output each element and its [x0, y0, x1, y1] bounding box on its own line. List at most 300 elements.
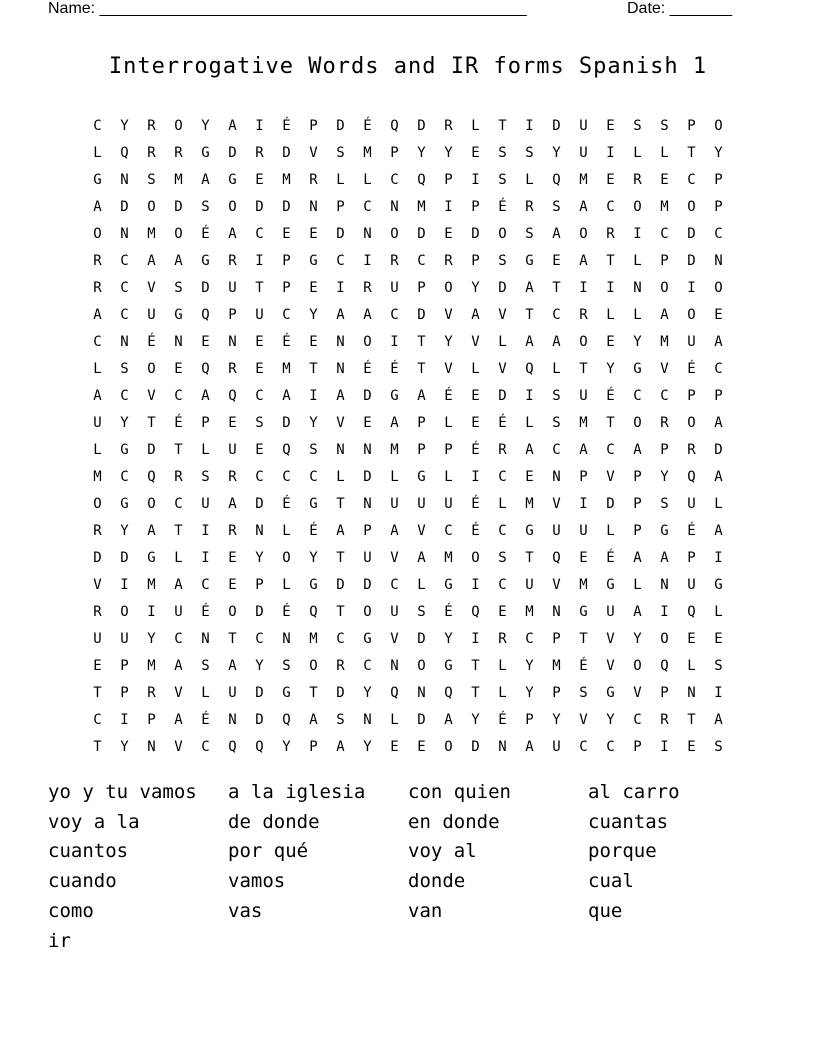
grid-letter: C: [714, 361, 723, 377]
grid-letter: G: [120, 442, 129, 458]
grid-letter: M: [309, 631, 318, 647]
grid-letter: U: [120, 631, 129, 647]
grid-letter: S: [579, 685, 588, 701]
grid-letter: É: [147, 334, 156, 350]
grid-letter: S: [552, 415, 561, 431]
grid-letter: P: [660, 253, 669, 269]
grid-letter: C: [660, 226, 669, 242]
grid-letter: E: [417, 739, 426, 755]
grid-letter: O: [687, 199, 696, 215]
grid-letter: C: [714, 226, 723, 242]
word-bank-item: cuantas: [588, 810, 669, 833]
grid-letter: C: [93, 118, 102, 134]
grid-letter: P: [201, 415, 210, 431]
grid-letter: I: [444, 199, 453, 215]
name-field-label: Name: ________________________________________________: [48, 0, 527, 17]
grid-letter: D: [687, 226, 696, 242]
grid-letter: I: [471, 469, 480, 485]
grid-letter: P: [579, 469, 588, 485]
grid-letter: L: [552, 361, 561, 377]
grid-letter: L: [714, 604, 723, 620]
grid-letter: L: [201, 685, 210, 701]
grid-row: [84, 113, 732, 140]
word-bank-item: que: [588, 899, 623, 922]
grid-row: [84, 221, 732, 248]
grid-letter: A: [363, 307, 372, 323]
grid-letter: É: [606, 388, 615, 404]
grid-letter: T: [336, 496, 345, 512]
grid-letter: M: [525, 496, 534, 512]
grid-letter: É: [390, 361, 399, 377]
grid-letter: T: [687, 145, 696, 161]
grid-letter: L: [390, 712, 399, 728]
grid-letter: L: [93, 145, 102, 161]
grid-letter: P: [633, 496, 642, 512]
grid-letter: U: [525, 577, 534, 593]
grid-letter: L: [633, 307, 642, 323]
grid-letter: Q: [228, 739, 237, 755]
grid-letter: Y: [606, 712, 615, 728]
grid-letter: Y: [309, 307, 318, 323]
grid-letter: C: [93, 334, 102, 350]
grid-letter: A: [633, 550, 642, 566]
grid-letter: É: [606, 550, 615, 566]
grid-letter: D: [363, 577, 372, 593]
grid-letter: Y: [255, 658, 264, 674]
grid-letter: S: [552, 388, 561, 404]
grid-letter: C: [498, 577, 507, 593]
grid-letter: I: [120, 712, 129, 728]
grid-letter: O: [417, 658, 426, 674]
word-bank-item: donde: [408, 870, 466, 893]
word-bank-item: cual: [588, 870, 634, 893]
grid-letter: V: [660, 361, 669, 377]
grid-letter: N: [417, 685, 426, 701]
grid-letter: O: [363, 334, 372, 350]
page-title: Interrogative Words and IR forms Spanish 1: [108, 54, 708, 79]
grid-letter: R: [174, 469, 183, 485]
grid-letter: E: [606, 334, 615, 350]
grid-letter: D: [471, 226, 480, 242]
grid-letter: U: [579, 523, 588, 539]
grid-letter: A: [201, 172, 210, 188]
grid-letter: P: [687, 550, 696, 566]
grid-letter: P: [552, 685, 561, 701]
grid-letter: É: [363, 361, 372, 377]
grid-letter: A: [174, 577, 183, 593]
grid-letter: T: [309, 685, 318, 701]
grid-letter: P: [309, 739, 318, 755]
grid-letter: G: [606, 685, 615, 701]
grid-letter: M: [552, 658, 561, 674]
grid-letter: Q: [552, 550, 561, 566]
grid-letter: É: [201, 226, 210, 242]
grid-letter: A: [336, 307, 345, 323]
grid-letter: R: [444, 118, 453, 134]
grid-letter: O: [363, 604, 372, 620]
grid-letter: A: [282, 388, 291, 404]
grid-letter: D: [282, 145, 291, 161]
grid-letter: O: [633, 658, 642, 674]
grid-letter: C: [174, 388, 183, 404]
grid-letter: U: [147, 307, 156, 323]
grid-letter: G: [633, 361, 642, 377]
grid-letter: V: [552, 496, 561, 512]
grid-letter: D: [606, 496, 615, 512]
grid-letter: N: [336, 334, 345, 350]
grid-letter: U: [174, 604, 183, 620]
grid-letter: D: [120, 199, 129, 215]
word-bank-item: cuantos: [48, 840, 129, 863]
grid-letter: C: [525, 631, 534, 647]
grid-letter: A: [660, 307, 669, 323]
grid-letter: D: [255, 199, 264, 215]
grid-letter: S: [660, 118, 669, 134]
grid-letter: M: [444, 550, 453, 566]
grid-letter: L: [390, 469, 399, 485]
grid-letter: T: [498, 118, 507, 134]
grid-letter: L: [417, 577, 426, 593]
grid-letter: C: [390, 172, 399, 188]
grid-letter: G: [147, 550, 156, 566]
grid-letter: C: [201, 739, 210, 755]
grid-letter: V: [498, 361, 507, 377]
grid-letter: I: [147, 604, 156, 620]
grid-letter: D: [93, 550, 102, 566]
grid-letter: Y: [633, 631, 642, 647]
grid-letter: A: [228, 658, 237, 674]
grid-letter: L: [633, 253, 642, 269]
grid-letter: N: [363, 442, 372, 458]
grid-letter: R: [633, 172, 642, 188]
grid-letter: É: [282, 496, 291, 512]
grid-letter: N: [309, 199, 318, 215]
grid-letter: Y: [471, 280, 480, 296]
grid-letter: G: [606, 577, 615, 593]
grid-letter: V: [309, 145, 318, 161]
grid-letter: S: [174, 280, 183, 296]
grid-letter: Y: [120, 739, 129, 755]
word-bank-item: con quien: [408, 781, 511, 803]
grid-letter: D: [363, 469, 372, 485]
grid-letter: Y: [417, 145, 426, 161]
grid-letter: M: [525, 604, 534, 620]
grid-letter: D: [714, 442, 723, 458]
grid-letter: R: [525, 199, 534, 215]
grid-letter: O: [282, 550, 291, 566]
grid-letter: D: [336, 118, 345, 134]
grid-letter: T: [552, 280, 561, 296]
grid-letter: A: [228, 118, 237, 134]
grid-letter: U: [552, 739, 561, 755]
grid-letter: A: [714, 712, 723, 728]
grid-letter: E: [660, 172, 669, 188]
grid-letter: C: [282, 307, 291, 323]
grid-letter: T: [471, 685, 480, 701]
grid-letter: E: [282, 226, 291, 242]
grid-letter: D: [687, 253, 696, 269]
grid-letter: T: [174, 523, 183, 539]
grid-letter: S: [633, 118, 642, 134]
grid-letter: S: [417, 604, 426, 620]
grid-letter: G: [93, 172, 102, 188]
grid-letter: A: [660, 550, 669, 566]
grid-letter: A: [93, 199, 102, 215]
grid-letter: T: [336, 604, 345, 620]
grid-letter: A: [444, 712, 453, 728]
grid-row: [84, 464, 732, 491]
grid-letter: C: [687, 172, 696, 188]
grid-letter: R: [228, 469, 237, 485]
grid-letter: R: [606, 226, 615, 242]
grid-letter: E: [255, 334, 264, 350]
grid-letter: V: [147, 280, 156, 296]
grid-letter: I: [633, 226, 642, 242]
grid-letter: D: [174, 199, 183, 215]
grid-letter: A: [417, 550, 426, 566]
grid-letter: E: [687, 631, 696, 647]
grid-letter: A: [525, 334, 534, 350]
grid-letter: E: [93, 658, 102, 674]
grid-row: [84, 302, 732, 329]
grid-letter: E: [228, 415, 237, 431]
grid-letter: O: [498, 226, 507, 242]
grid-letter: O: [471, 550, 480, 566]
grid-letter: E: [714, 631, 723, 647]
grid-letter: C: [201, 577, 210, 593]
grid-letter: O: [687, 307, 696, 323]
grid-letter: E: [255, 442, 264, 458]
grid-letter: Y: [147, 631, 156, 647]
grid-letter: P: [120, 658, 129, 674]
grid-letter: A: [714, 523, 723, 539]
word-bank-item: en donde: [408, 810, 500, 833]
grid-letter: G: [417, 469, 426, 485]
grid-letter: C: [120, 469, 129, 485]
grid-letter: M: [579, 172, 588, 188]
grid-row: [84, 518, 732, 545]
grid-letter: É: [444, 388, 453, 404]
grid-letter: O: [714, 280, 723, 296]
grid-letter: Y: [309, 415, 318, 431]
grid-letter: A: [174, 658, 183, 674]
grid-letter: T: [147, 415, 156, 431]
grid-letter: E: [255, 172, 264, 188]
grid-letter: C: [336, 253, 345, 269]
grid-letter: O: [687, 415, 696, 431]
word-bank-item: vas: [228, 899, 263, 922]
word-bank-item: a la iglesia: [228, 781, 366, 803]
grid-letter: T: [525, 550, 534, 566]
grid-letter: D: [282, 415, 291, 431]
grid-letter: O: [444, 280, 453, 296]
grid-letter: P: [471, 253, 480, 269]
grid-letter: M: [417, 199, 426, 215]
grid-letter: C: [255, 631, 264, 647]
grid-letter: E: [363, 415, 372, 431]
grid-letter: I: [201, 550, 210, 566]
grid-letter: P: [633, 739, 642, 755]
grid-letter: Q: [525, 361, 534, 377]
grid-letter: R: [147, 145, 156, 161]
grid-letter: C: [120, 388, 129, 404]
word-bank-item: voy al: [408, 840, 477, 863]
grid-letter: C: [363, 658, 372, 674]
grid-letter: U: [417, 496, 426, 512]
grid-letter: I: [471, 631, 480, 647]
grid-letter: M: [147, 226, 156, 242]
grid-letter: S: [498, 253, 507, 269]
grid-letter: U: [255, 307, 264, 323]
grid-letter: P: [714, 172, 723, 188]
grid-letter: E: [174, 361, 183, 377]
grid-letter: M: [93, 469, 102, 485]
grid-letter: C: [498, 469, 507, 485]
grid-letter: N: [201, 631, 210, 647]
grid-letter: C: [633, 712, 642, 728]
grid-letter: M: [390, 442, 399, 458]
grid-letter: Q: [390, 118, 399, 134]
grid-letter: T: [687, 712, 696, 728]
grid-row: [84, 275, 732, 302]
grid-letter: U: [93, 415, 102, 431]
grid-letter: A: [174, 253, 183, 269]
grid-letter: S: [714, 658, 723, 674]
grid-letter: L: [687, 658, 696, 674]
grid-letter: C: [390, 577, 399, 593]
grid-letter: Y: [660, 469, 669, 485]
grid-letter: E: [201, 334, 210, 350]
grid-letter: R: [498, 442, 507, 458]
grid-letter: D: [363, 388, 372, 404]
grid-letter: I: [201, 523, 210, 539]
grid-letter: U: [687, 334, 696, 350]
grid-letter: S: [498, 550, 507, 566]
grid-letter: A: [417, 388, 426, 404]
grid-letter: E: [471, 415, 480, 431]
grid-letter: C: [93, 712, 102, 728]
grid-letter: P: [390, 145, 399, 161]
grid-row: [84, 707, 732, 734]
grid-letter: A: [336, 523, 345, 539]
grid-letter: E: [606, 172, 615, 188]
word-bank-item: por qué: [228, 840, 309, 863]
grid-letter: Q: [660, 658, 669, 674]
grid-letter: V: [606, 631, 615, 647]
grid-letter: A: [147, 523, 156, 539]
grid-letter: E: [606, 118, 615, 134]
grid-letter: O: [714, 118, 723, 134]
grid-letter: R: [147, 685, 156, 701]
word-bank-item: van: [408, 899, 443, 922]
grid-letter: P: [714, 388, 723, 404]
grid-letter: I: [471, 577, 480, 593]
grid-letter: D: [255, 604, 264, 620]
grid-letter: E: [228, 577, 237, 593]
grid-row: [84, 194, 732, 221]
grid-letter: N: [336, 361, 345, 377]
grid-letter: S: [525, 226, 534, 242]
grid-letter: U: [606, 604, 615, 620]
grid-letter: M: [147, 577, 156, 593]
grid-letter: Y: [444, 145, 453, 161]
grid-letter: D: [120, 550, 129, 566]
grid-letter: Y: [201, 118, 210, 134]
grid-letter: N: [120, 334, 129, 350]
grid-letter: C: [255, 226, 264, 242]
grid-letter: I: [471, 172, 480, 188]
grid-letter: R: [444, 253, 453, 269]
grid-letter: L: [633, 145, 642, 161]
word-bank-item: cuando: [48, 870, 117, 893]
grid-letter: P: [660, 442, 669, 458]
grid-letter: O: [633, 199, 642, 215]
grid-letter: D: [282, 199, 291, 215]
grid-letter: V: [390, 550, 399, 566]
grid-letter: R: [93, 604, 102, 620]
grid-letter: C: [282, 469, 291, 485]
grid-letter: V: [444, 361, 453, 377]
grid-letter: D: [552, 118, 561, 134]
grid-row: [84, 572, 732, 599]
grid-letter: G: [201, 253, 210, 269]
grid-letter: T: [228, 631, 237, 647]
grid-letter: R: [660, 415, 669, 431]
grid-letter: V: [579, 712, 588, 728]
grid-letter: E: [309, 226, 318, 242]
grid-letter: V: [606, 469, 615, 485]
grid-letter: G: [309, 577, 318, 593]
grid-letter: Y: [120, 415, 129, 431]
grid-letter: A: [714, 469, 723, 485]
grid-letter: N: [390, 199, 399, 215]
grid-letter: D: [336, 577, 345, 593]
grid-letter: U: [444, 496, 453, 512]
grid-letter: E: [228, 550, 237, 566]
grid-letter: G: [363, 631, 372, 647]
grid-letter: V: [471, 334, 480, 350]
grid-letter: G: [228, 172, 237, 188]
grid-letter: P: [525, 712, 534, 728]
grid-letter: M: [660, 334, 669, 350]
grid-letter: I: [606, 145, 615, 161]
grid-letter: O: [93, 226, 102, 242]
grid-letter: S: [201, 199, 210, 215]
grid-letter: A: [579, 199, 588, 215]
grid-letter: R: [390, 253, 399, 269]
grid-letter: É: [201, 604, 210, 620]
grid-letter: U: [579, 145, 588, 161]
grid-letter: P: [336, 199, 345, 215]
grid-letter: R: [228, 523, 237, 539]
grid-letter: D: [336, 226, 345, 242]
grid-letter: Y: [714, 145, 723, 161]
grid-letter: N: [714, 253, 723, 269]
word-bank-item: porque: [588, 840, 657, 863]
header: [48, 0, 748, 20]
grid-letter: D: [417, 631, 426, 647]
grid-letter: I: [309, 388, 318, 404]
grid-letter: C: [498, 523, 507, 539]
grid-letter: T: [606, 415, 615, 431]
grid-letter: L: [282, 523, 291, 539]
grid-letter: I: [120, 577, 129, 593]
grid-letter: V: [93, 577, 102, 593]
grid-letter: C: [606, 442, 615, 458]
grid-letter: P: [687, 118, 696, 134]
grid-letter: I: [255, 253, 264, 269]
grid-letter: R: [309, 172, 318, 188]
